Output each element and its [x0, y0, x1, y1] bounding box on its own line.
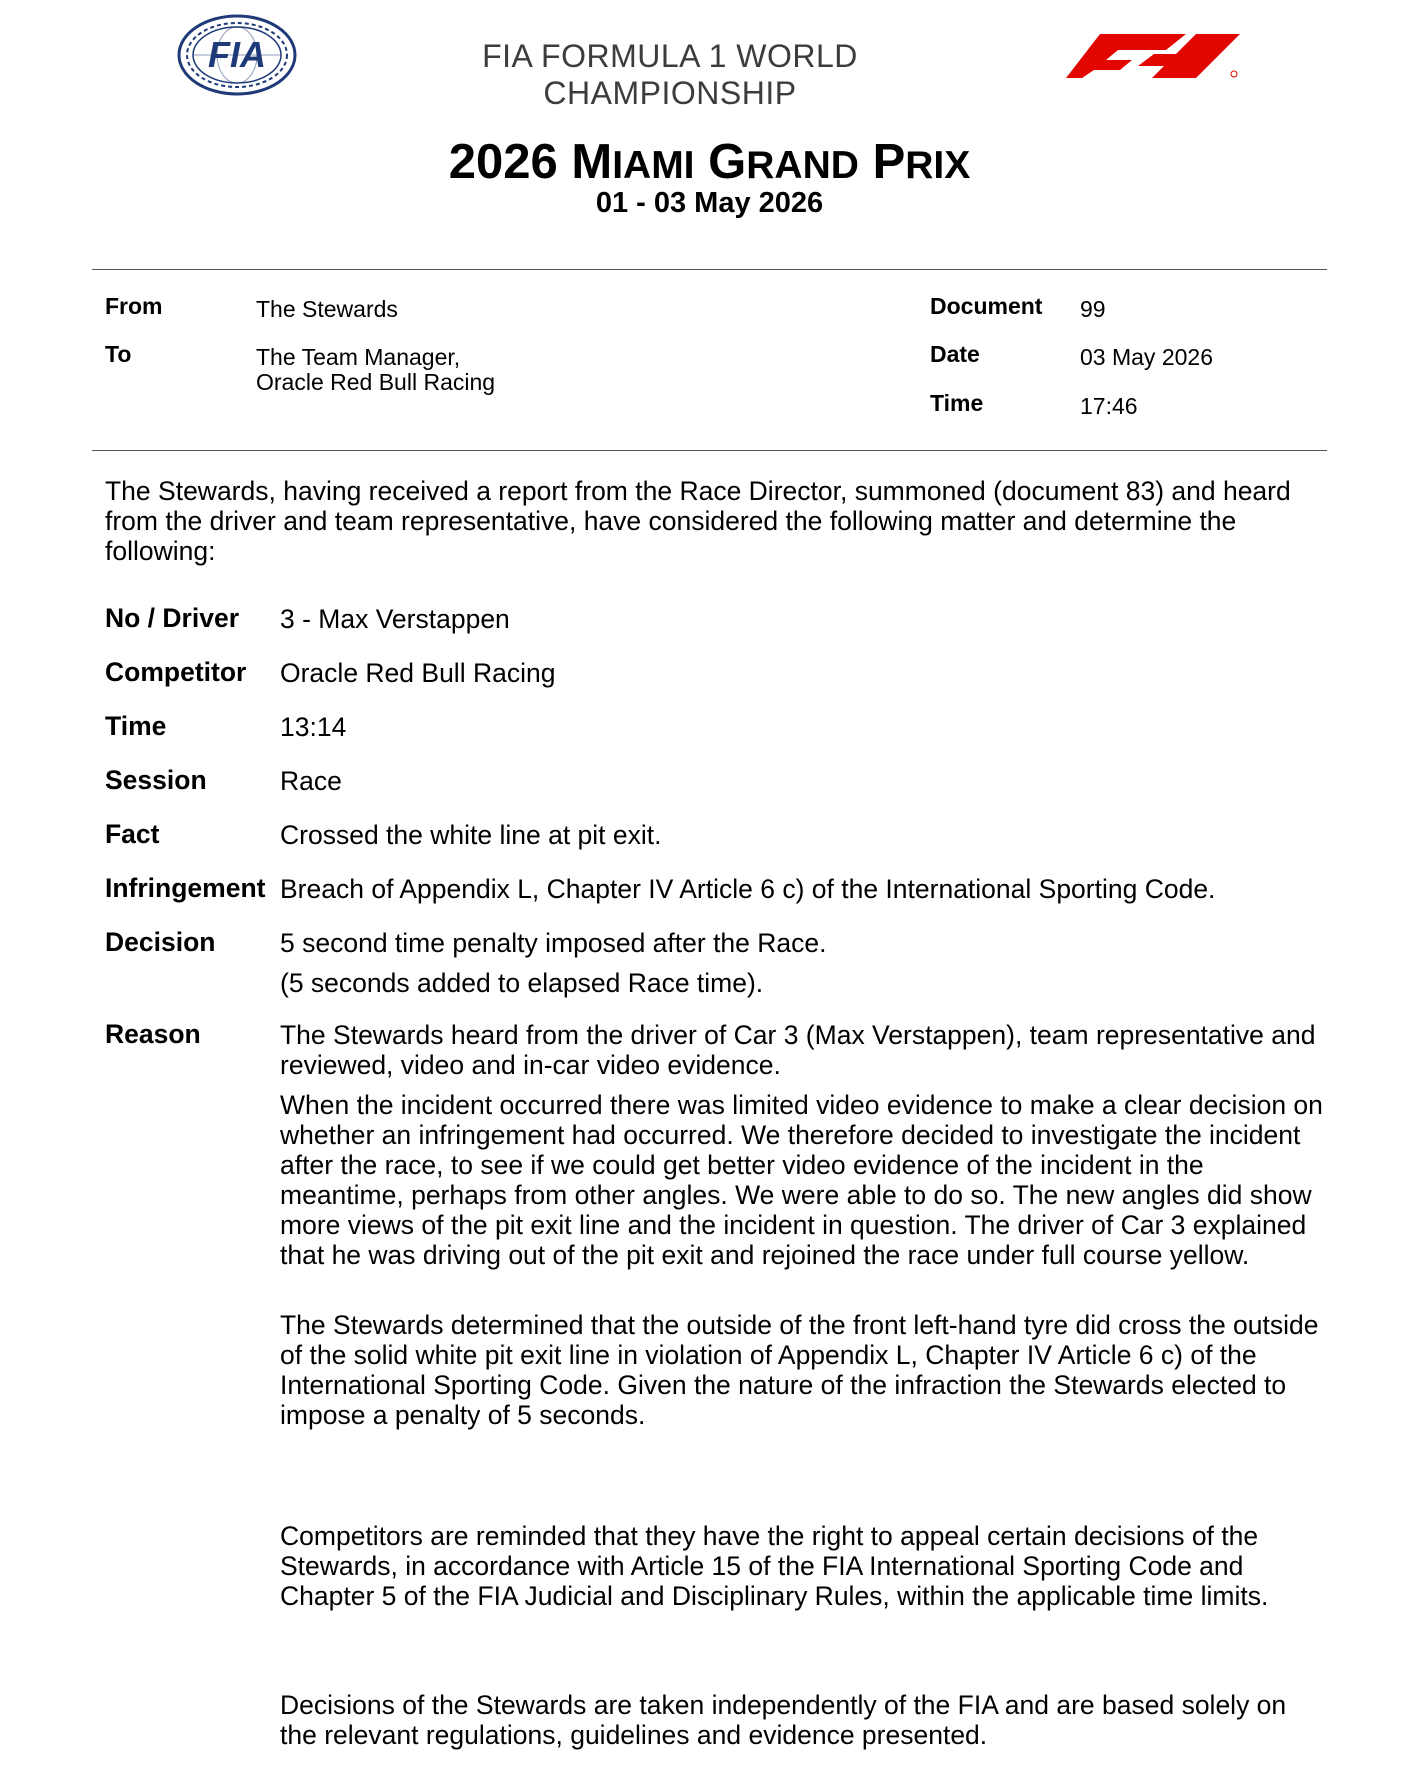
- time-value: 17:46: [1080, 393, 1138, 419]
- to-value-line2: Oracle Red Bull Racing: [256, 369, 496, 395]
- competitor-value: Oracle Red Bull Racing: [280, 658, 556, 688]
- incident-time-value: 13:14: [280, 712, 347, 742]
- race-dates: 01 - 03 May 2026: [595, 187, 824, 219]
- decision-label: Decision: [105, 927, 216, 957]
- header-divider-bottom: [92, 450, 1327, 451]
- reason-label: Reason: [105, 1019, 201, 1049]
- date-value: 03 May 2026: [1080, 344, 1213, 370]
- document-value: 99: [1080, 296, 1106, 322]
- session-label: Session: [105, 765, 207, 795]
- fact-label: Fact: [105, 819, 160, 849]
- incident-time-label: Time: [105, 711, 167, 741]
- session-value: Race: [280, 766, 342, 796]
- driver-value: 3 - Max Verstappen: [280, 604, 510, 634]
- independence-notice: Decisions of the Stewards are taken independently of the FIA and are based solely on the relevant regulations, guidelines and evidence presented.: [280, 1690, 1287, 1750]
- fia-logo: [177, 14, 297, 96]
- reason-paragraph-1: The Stewards heard from the driver of Car 3 (Max Verstappen), team representative and reviewed, video and in-car video evidence.: [280, 1020, 1316, 1080]
- document-label: Document: [930, 293, 1043, 319]
- intro-paragraph: The Stewards, having received a report from the Race Director, summoned (document 83) and heard from the driver and team representative, have considered the following matter and determine the following:: [105, 476, 1291, 566]
- from-value: The Stewards: [256, 296, 398, 322]
- to-label: To: [105, 341, 132, 367]
- driver-label: No / Driver: [105, 603, 240, 633]
- svg-text:FIA: FIA: [208, 34, 266, 75]
- decision-line-2: (5 seconds added to elapsed Race time).: [280, 968, 764, 998]
- decision-line-1: 5 second time penalty imposed after the Race.: [280, 928, 827, 958]
- header-divider-top: [92, 269, 1327, 270]
- appeal-notice: Competitors are reminded that they have the right to appeal certain decisions of the Stewards, in accordance with Article 15 of the FIA International Sporting Code and Chapter 5 of the FIA Judicial and Disciplinary Rules, within the applicable time limits.: [280, 1521, 1269, 1611]
- date-label: Date: [930, 341, 980, 367]
- championship-title: FIA FORMULA 1 WORLD CHAMPIONSHIP: [482, 38, 858, 111]
- fact-value: Crossed the white line at pit exit.: [280, 820, 662, 850]
- reason-paragraph-3: The Stewards determined that the outside of the front left-hand tyre did cross the outside of the solid white pit exit line in violation of Appendix L, Chapter IV Article 6 c) of the International Sporting Code. Given the nature of the infraction the Stewards elected to impose a penalty of 5 seconds.: [280, 1310, 1319, 1430]
- to-value-line1: The Team Manager,: [256, 344, 461, 370]
- time-label: Time: [930, 390, 984, 416]
- competitor-label: Competitor: [105, 657, 247, 687]
- infringement-value: Breach of Appendix L, Chapter IV Article 6 c) of the International Sporting Code.: [280, 874, 1216, 904]
- reason-paragraph-2: When the incident occurred there was limited video evidence to make a clear decision on whether an infringement had occurred. We therefore decided to investigate the incident after the race, to see if we could get better video evidence of the incident in the meantime, perhaps from other angles. We were able to do so. The new angles did show more views of the pit exit line and the incident in question. The driver of Car 3 explained that he was driving out of the pit exit and rejoined the race under full course yellow.: [280, 1090, 1323, 1270]
- race-title: 2026 MIAMI GRAND PRIX: [448, 135, 971, 189]
- infringement-label: Infringement: [105, 873, 266, 903]
- from-label: From: [105, 293, 163, 319]
- f1-logo: [1066, 32, 1240, 80]
